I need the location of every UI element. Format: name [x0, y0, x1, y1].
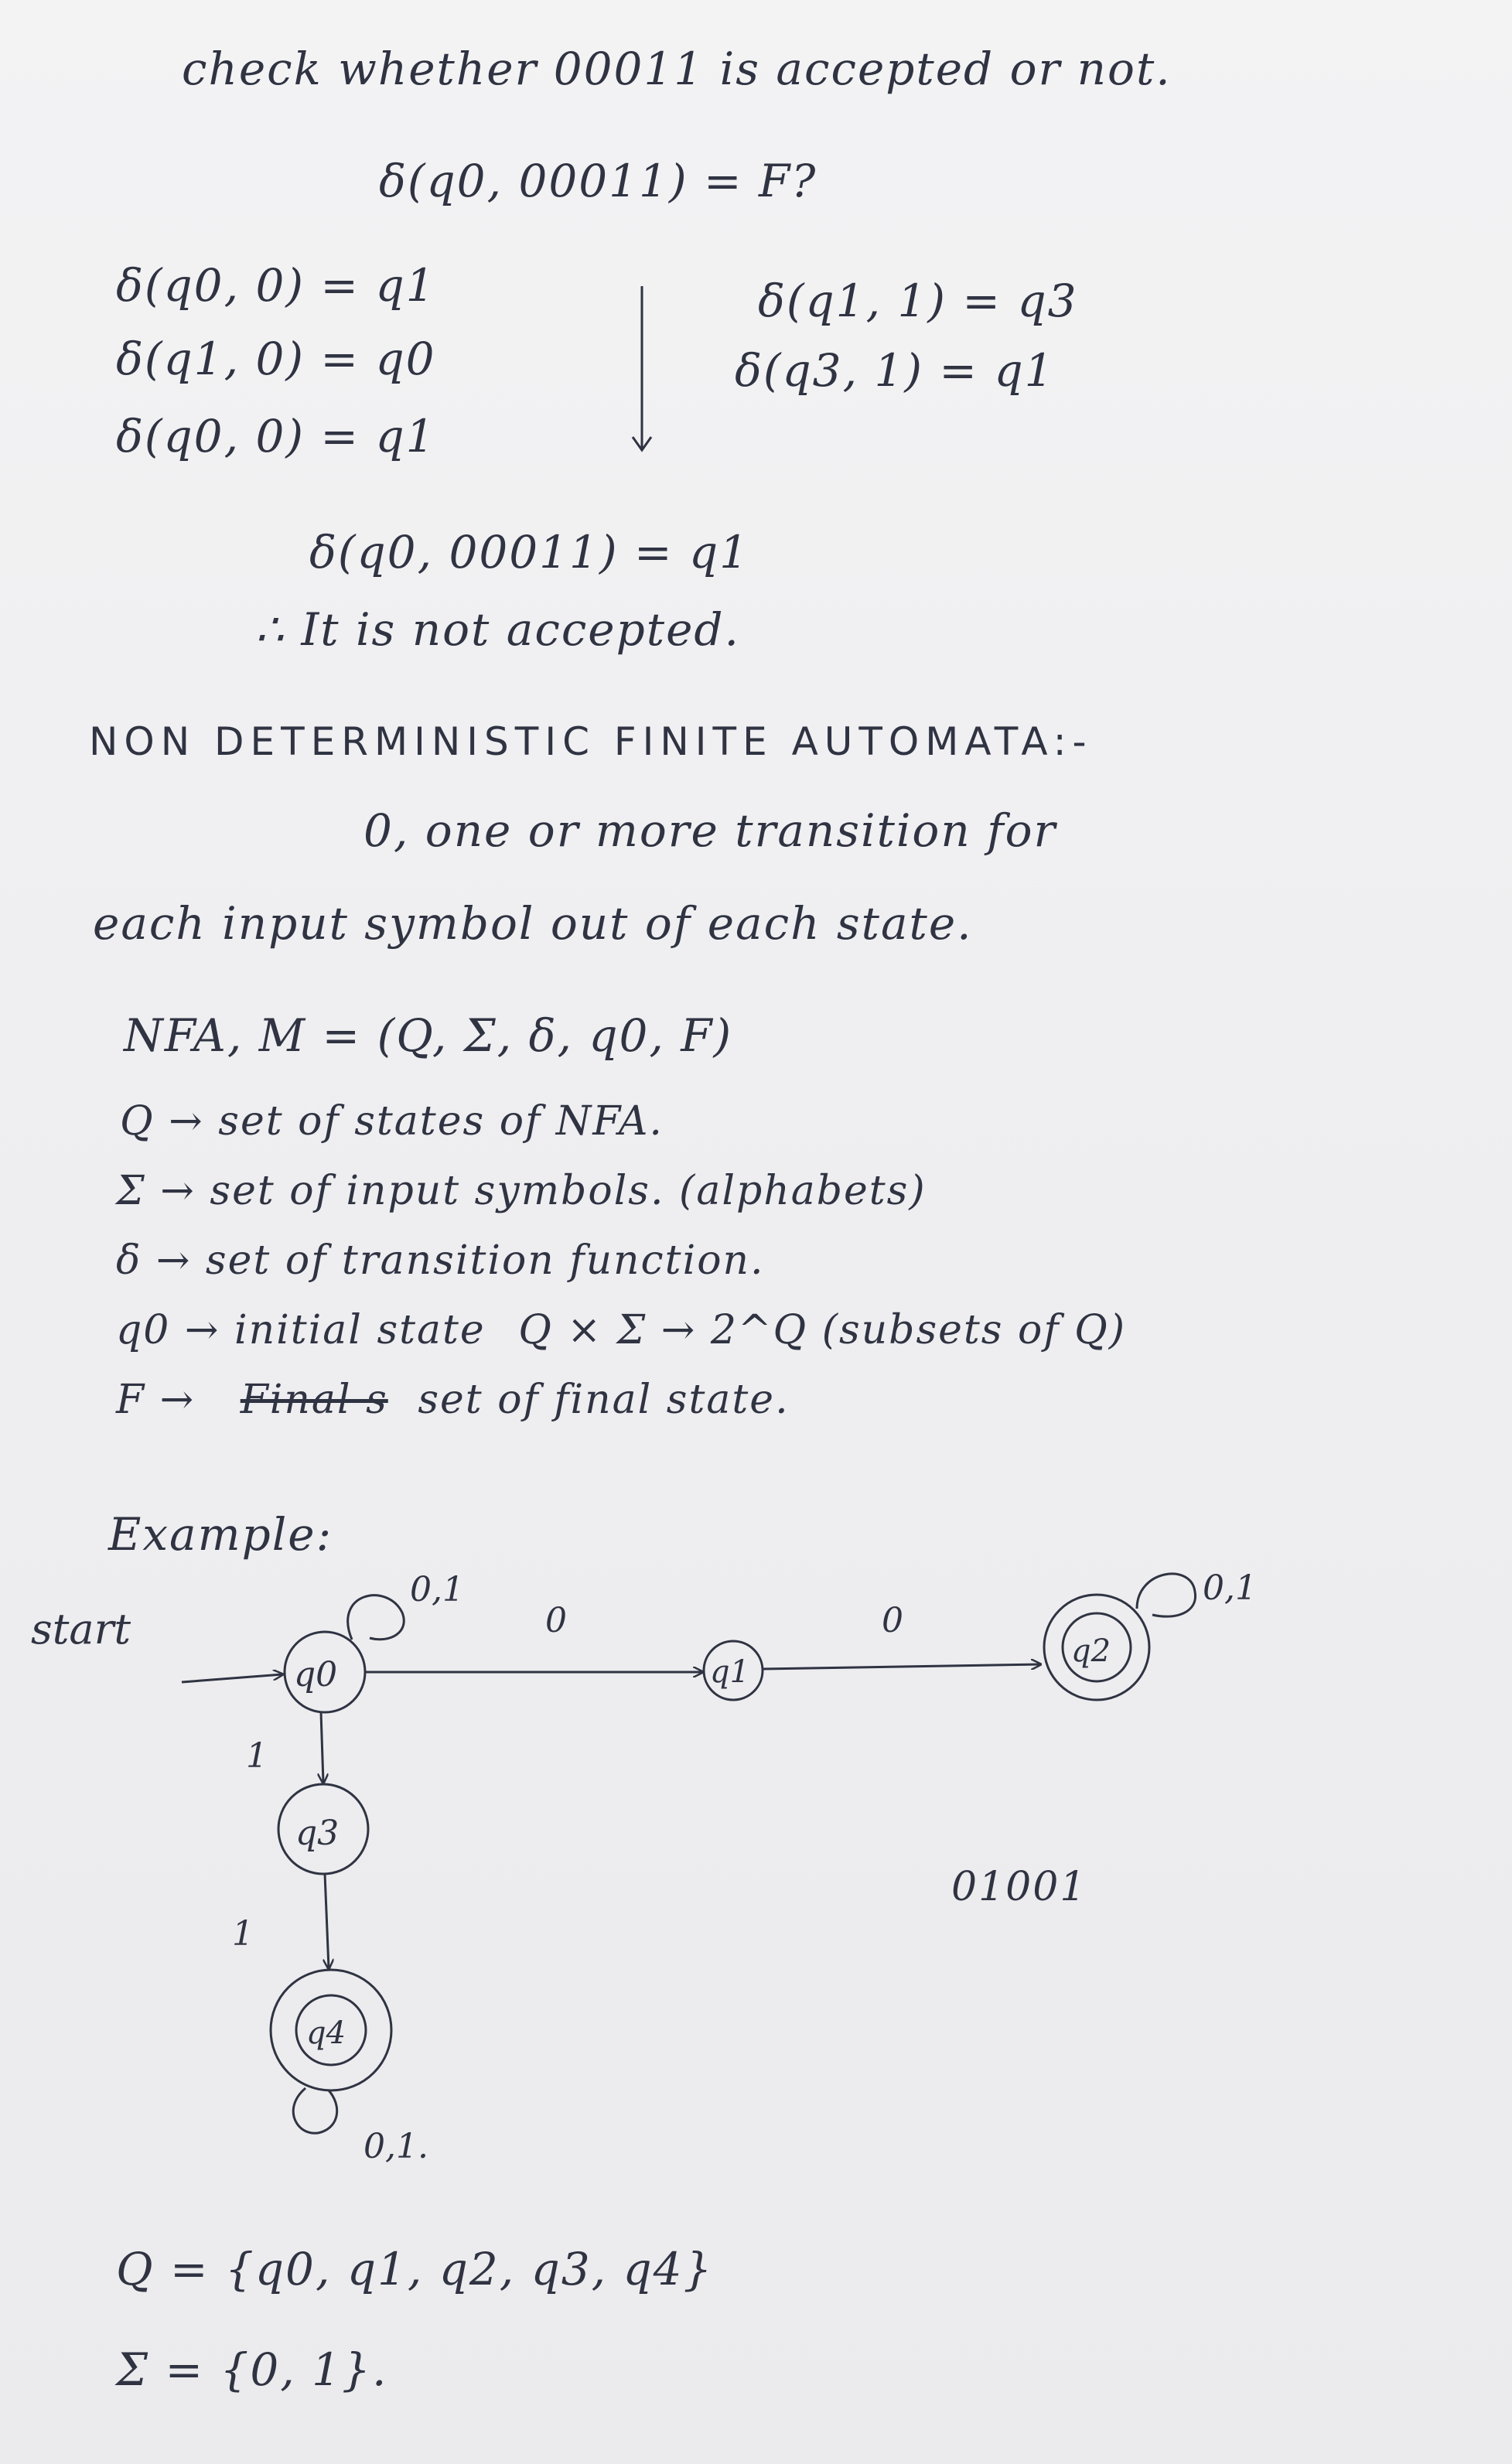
def-f-struck: Final s [240, 1377, 388, 1423]
edge-q3-q4 [325, 1874, 329, 1968]
check-conclusion: ∴ It is not accepted. [255, 603, 740, 656]
start-label: start [31, 1605, 131, 1653]
nfa-tuple: NFA, M = (Q, Σ, δ, q0, F) [124, 1009, 733, 1062]
nfa-desc-line-1: 0, one or more transition for [363, 804, 1057, 857]
def-q0-prefix: q0 → initial state [116, 1307, 486, 1353]
label-q2-self: 0,1 [1203, 1568, 1257, 1608]
check-result: δ(q0, 00011) = q1 [309, 526, 750, 578]
q-set: Q = {q0, q1, q2, q3, q4} [116, 2243, 714, 2295]
edge-q1-q2 [763, 1664, 1040, 1669]
right-step-2: δ(q3, 1) = q1 [735, 344, 1055, 397]
label-q3-q4: 1 [232, 1914, 254, 1954]
side-note: 01001 [951, 1864, 1087, 1910]
sigma-set: Σ = {0, 1}. [116, 2343, 388, 2396]
def-q: Q → set of states of NFA. [120, 1098, 664, 1145]
state-q3-label: q3 [295, 1814, 340, 1853]
def-f-rest: set of final state. [418, 1377, 790, 1423]
def-delta: δ → set of transition function. [116, 1237, 765, 1284]
state-q1-label: q1 [710, 1654, 750, 1690]
state-q0-label: q0 [294, 1655, 338, 1694]
edge-q0-q3 [321, 1712, 323, 1783]
state-q2-label: q2 [1071, 1633, 1111, 1669]
nfa-desc-line-2: each input symbol out of each state. [93, 897, 973, 950]
label-q0-q3: 1 [246, 1736, 268, 1776]
left-step-1: δ(q0, 0) = q1 [116, 259, 436, 312]
example-label: Example: [108, 1508, 333, 1561]
def-f-prefix: F → [116, 1377, 196, 1423]
state-q4-label: q4 [306, 2015, 346, 2051]
self-loop-q2 [1137, 1574, 1196, 1616]
start-arrow [182, 1674, 282, 1682]
self-loop-q0 [348, 1595, 404, 1640]
left-step-2: δ(q1, 0) = q0 [116, 333, 436, 385]
label-q1-q2: 0 [882, 1601, 903, 1640]
label-q4-self: 0,1. [363, 2127, 428, 2166]
def-sigma: Σ → set of input symbols. (alphabets) [116, 1168, 927, 1214]
left-step-3: δ(q0, 0) = q1 [116, 410, 436, 462]
right-step-1: δ(q1, 1) = q3 [758, 275, 1078, 327]
check-title: check whether 00011 is accepted or not. [182, 43, 1172, 95]
nfa-heading: NON DETERMINISTIC FINITE AUTOMATA:- [89, 719, 1093, 764]
label-q0-self: 0,1 [410, 1570, 464, 1609]
def-q0-mapping: Q × Σ → 2^Q (subsets of Q) [518, 1307, 1127, 1353]
label-q0-q1: 0 [545, 1601, 567, 1640]
check-query: δ(q0, 00011) = F? [379, 155, 817, 207]
self-loop-q4 [293, 2088, 336, 2133]
